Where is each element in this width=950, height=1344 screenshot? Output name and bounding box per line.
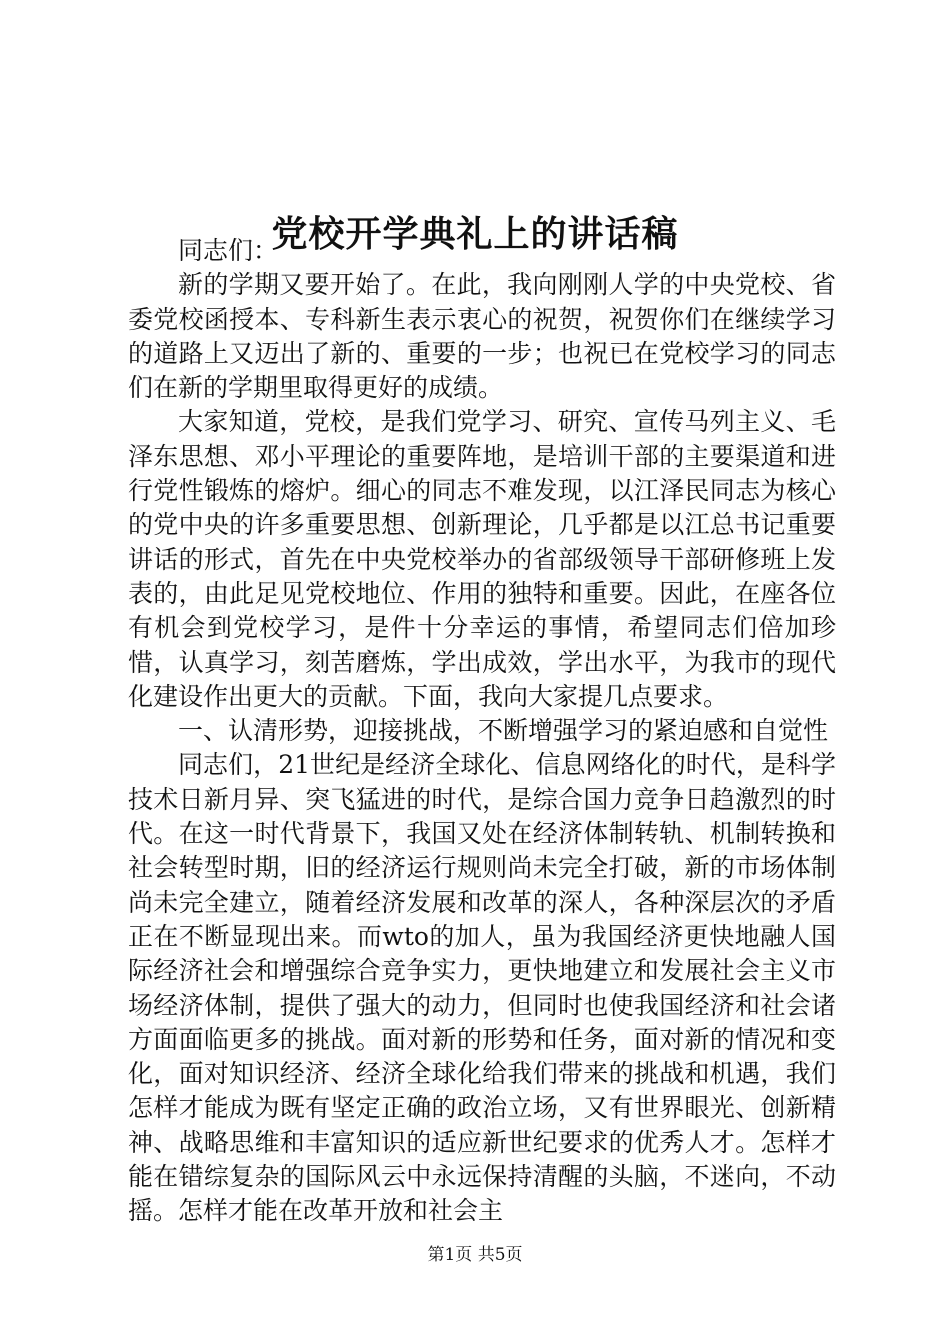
document-body [128, 234, 836, 1229]
body-paragraph: 同志们，21世纪是经济全球化、信息网络化的时代，是科学技术日新月异、突飞猛进的时代，是综合国力竞争日趋激烈的时代。在这一时代背景下，我国又处在经济体制转轨、机制转换和社会转型时期，旧的经济运行规则尚未完全打破，新的市场体制尚未完全建立，随着经济发展和改革的深人，各种深层次的矛盾正在不断显现出来。而wto的加人，虽为我国经济更快地融人国际经济社会和增强综合竞争实力，更快地建立和发展社会主义市场经济体制，提供了强大的动力，但同时也使我国经济和社会诸方面面临更多的挑战。面对新的形势和任务，面对新的情况和变化，面对知识经济、经济全球化给我们带来的挑战和机遇，我们怎样才能成为既有坚定正确的政治立场，又有世界眼光、创新精神、战略思维和丰富知识的适应新世纪要求的优秀人才。怎样才能在错综复杂的国际风云中永远保持清醒的头脑，不迷向，不动摇。怎样才能在改革开放和社会主 [128, 750, 836, 1226]
body-paragraph: 大家知道，党校，是我们党学习、研究、宣传马列主义、毛泽东思想、邓小平理论的重要阵地，是培训干部的主要渠道和进行党性锻炼的熔炉。细心的同志不难发现，以江泽民同志为核心的党中央的许多重要思想、创新理论，几乎都是以江总书记重要讲话的形式，首先在中央党校举办的省部级领导干部研修班上发表的，由此足见党校地位、作用的独特和重要。因此，在座各位有机会到党校学习，是件十分幸运的事情，希望同志们倍加珍惜，认真学习，刻苦磨炼，学出成效，学出水平，为我市的现代化建设作出更大的贡献。下面，我向大家提几点要求。 [128, 407, 836, 711]
page-number-footer: 第1页 共5页 [427, 1245, 523, 1265]
document-title: 党校开学典礼上的讲话稿 [271, 213, 679, 256]
salutation-paragraph: 同志们： [178, 236, 279, 265]
section-heading: 一、认清形势，迎接挑战，不断增强学习的紧迫感和自觉性 [178, 716, 829, 746]
body-paragraph: 新的学期又要开始了。在此，我向刚刚人学的中央党校、省委党校函授本、专科新生表示衷心的祝贺，祝贺你们在继续学习的道路上又迈出了新的、重要的一步；也祝已在党校学习的同志们在新的学期里取得更好的成绩。 [128, 270, 836, 403]
